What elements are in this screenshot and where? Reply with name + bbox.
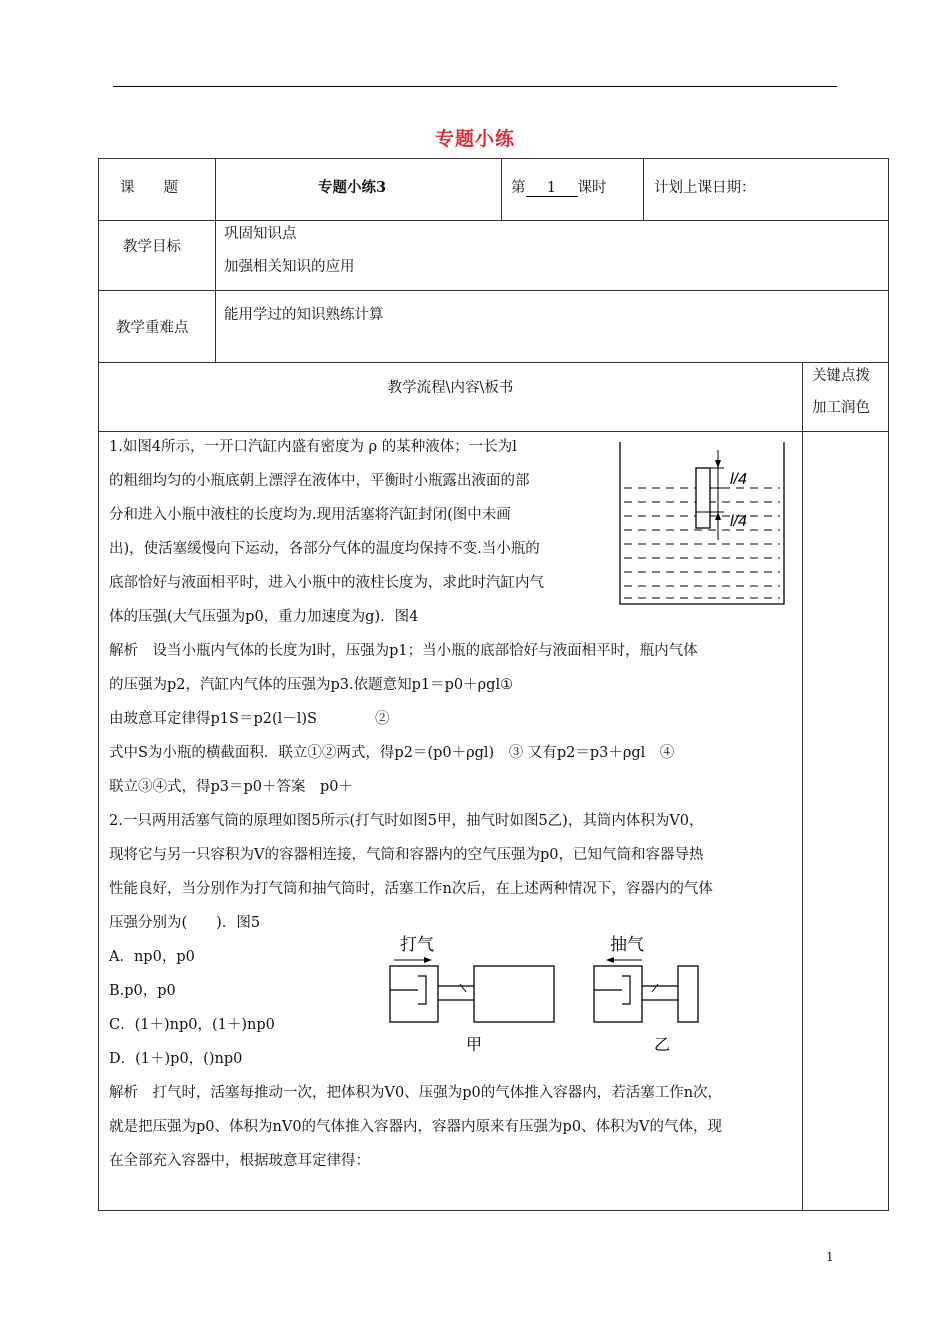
- content-line: B.p0，p0: [109, 983, 176, 999]
- fig4-label-top: l/4: [730, 471, 747, 488]
- keypoints-value: 能用学过的知识熟练计算: [224, 307, 384, 323]
- course-value: 专题小练3: [318, 179, 387, 196]
- content-line: 式中S为小瓶的横截面积．联立①②两式，得p2＝(p0＋ρgl) ③ 又有p2＝p3＋ρgl ④: [109, 745, 675, 761]
- content-line: 由玻意耳定律得p1S＝p2(l－l)S ②: [109, 711, 390, 727]
- period-number: 1: [526, 180, 578, 197]
- side-header-1: 关键点拨: [812, 368, 870, 384]
- side-header-2: 加工润色: [812, 400, 870, 416]
- fig5-right-title: 抽气: [610, 935, 644, 955]
- content-line: 底部恰好与液面相平时，进入小瓶中的液柱长度为，求此时汽缸内气: [109, 575, 544, 591]
- figure-4-drawing: [612, 436, 792, 610]
- content-line: A．np0，p0: [109, 949, 195, 965]
- figure-5: [380, 928, 700, 1060]
- content-line: 体的压强(大气压强为p0，重力加速度为g)．图4: [109, 609, 419, 625]
- cell-keypoints: [215, 290, 889, 363]
- content-line: 解析 打气时，活塞每推动一次，把体积为V0、压强为p0的气体推入容器内，若活塞工作n次，: [109, 1085, 723, 1101]
- fig5-left-title: 打气: [400, 935, 434, 955]
- period-suffix: 课时: [577, 180, 607, 196]
- content-line: 性能良好，当分别作为打气筒和抽气筒时，活塞工作n次后，在上述两种情况下，容器内的气体: [109, 881, 713, 897]
- content-line: 在全部充入容器中，根据玻意耳定律得：: [109, 1153, 370, 1169]
- goal-item-2: 加强相关知识的应用: [224, 259, 355, 275]
- fig5-left-caption: 甲: [466, 1035, 483, 1054]
- figure-4: [612, 436, 792, 610]
- period-prefix: 第: [511, 180, 526, 196]
- content-line: D．(1＋)p0，()np0: [109, 1051, 243, 1067]
- page-title: 专题小练: [434, 128, 515, 150]
- content-line: 出)，使活塞缓慢向下运动，各部分气体的温度均保持不变.当小瓶的: [109, 541, 540, 557]
- keypoints-label: 教学重难点: [116, 320, 189, 336]
- content-line: 压强分别为( )．图5: [109, 915, 261, 931]
- header-rule: [113, 86, 837, 87]
- flow-header: 教学流程\内容\板书: [387, 380, 514, 396]
- goal-item-1: 巩固知识点: [224, 226, 297, 242]
- content-line: 2.一只两用活塞气筒的原理如图5所示(打气时如图5甲，抽气时如图5乙)，其筒内体积为V0，: [109, 813, 704, 829]
- date-label: 计划上课日期：: [654, 180, 756, 196]
- period: [511, 178, 607, 198]
- page-number: 1: [826, 1250, 834, 1264]
- figure-5-drawing: [380, 928, 700, 1060]
- content-line: 现将它与另一只容积为V的容器相连接，气筒和容器内的空气压强为p0，已知气筒和容器导热: [109, 847, 704, 863]
- content-line: 就是把压强为p0、体积为nV0的气体推入容器内，容器内原来有压强为p0、体积为V的气体，现: [109, 1119, 723, 1135]
- content-line: 的粗细均匀的小瓶底朝上漂浮在液体中，平衡时小瓶露出液面的部: [109, 473, 530, 489]
- content-line: 分和进入小瓶中液柱的长度均为.现用活塞将汽缸封闭(图中未画: [109, 507, 511, 523]
- fig5-right-caption: 乙: [654, 1035, 671, 1054]
- content-line: 解析 设当小瓶内气体的长度为l时，压强为p1；当小瓶的底部恰好与液面相平时，瓶内气体: [109, 643, 698, 659]
- content-line: C．(1＋)np0，(1＋)np0: [109, 1017, 275, 1033]
- cell-side-notes: [802, 431, 889, 1211]
- content-line: 的压强为p2，汽缸内气体的压强为p3.依题意知p1＝p0＋ρgl①: [109, 677, 514, 693]
- content-line: 联立③④式，得p3＝p0＋答案 p0＋: [109, 779, 354, 795]
- goals-label: 教学目标: [123, 239, 181, 255]
- content-line: 1.如图4所示，一开口汽缸内盛有密度为 ρ 的某种液体；一长为l: [109, 439, 517, 455]
- course-label: 课 题: [120, 180, 178, 196]
- fig4-label-bottom: l/4: [730, 513, 747, 530]
- cell-goals: [215, 220, 889, 291]
